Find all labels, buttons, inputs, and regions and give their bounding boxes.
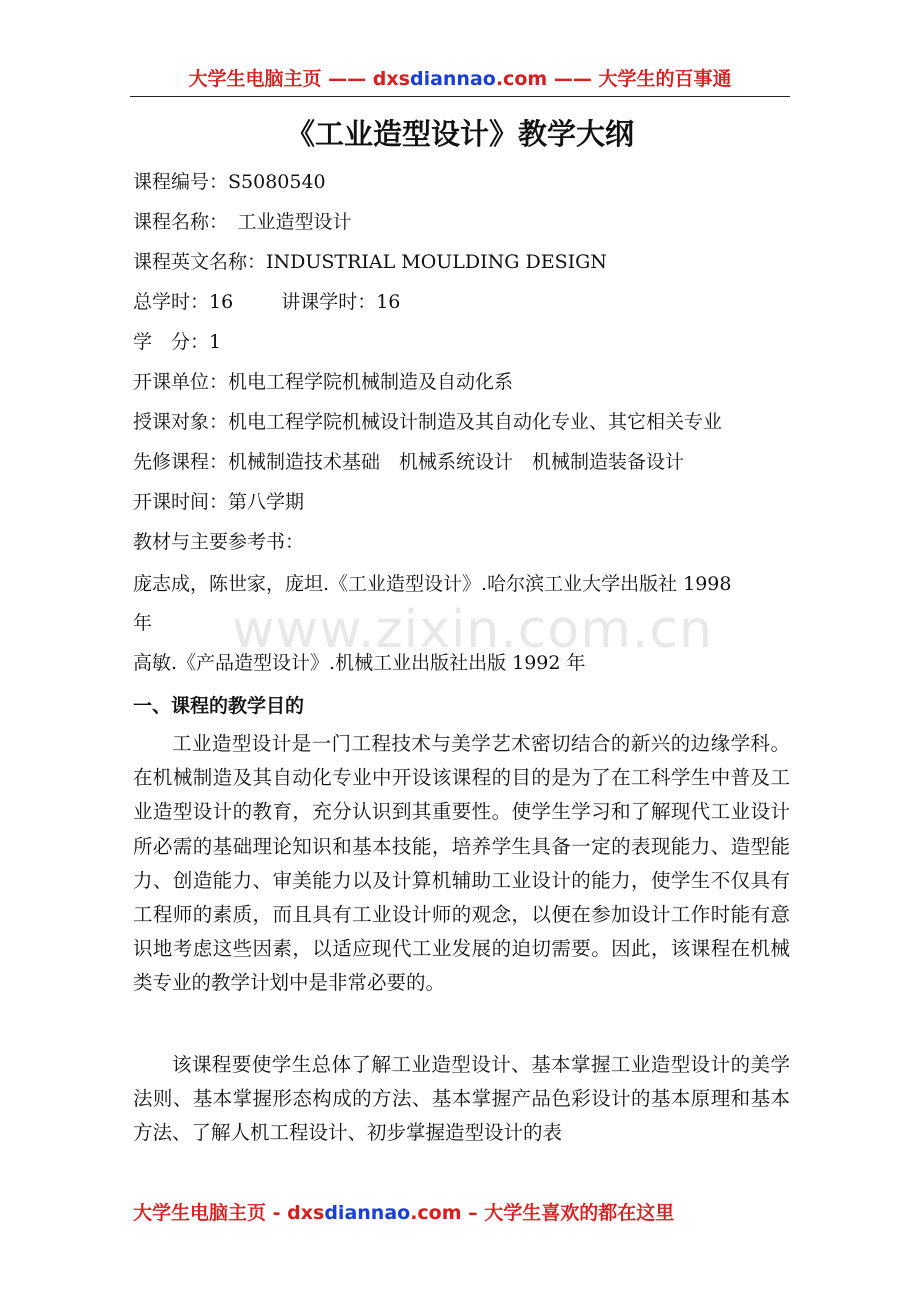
course-name: 课程名称： 工业造型设计	[133, 211, 352, 233]
document-title: 《工业造型设计》教学大纲	[285, 117, 634, 151]
reference-book-1: 庞志成，陈世家，庞坦.《工业造型设计》.哈尔滨工业大学出版社 1998	[133, 573, 732, 595]
footer-dash: –	[468, 1202, 478, 1224]
hours-line	[133, 289, 400, 315]
paragraph: 该课程要使学生总体了解工业造型设计、基本掌握工业造型设计的美学法则、基本掌握形态构成的方法、基本掌握产品色彩设计的基本原理和基本方法、了解人机工程设计、初步掌握造型设计的表	[133, 1053, 790, 1145]
course-number: 课程编号：S5080540	[133, 171, 326, 193]
page-footer	[133, 1198, 674, 1225]
footer-site-url[interactable]: dxsdiannao.com	[287, 1202, 462, 1224]
header-dash: ——	[328, 68, 367, 90]
header-slogan: 大学生的百事通	[598, 68, 732, 90]
course-english-name: 课程英文名称：INDUSTRIAL MOULDING DESIGN	[133, 251, 607, 273]
books-label: 教材与主要参考书：	[133, 531, 305, 553]
footer-site-name: 大学生电脑主页	[133, 1202, 267, 1224]
footer-dash: -	[272, 1202, 281, 1224]
semester: 开课时间：第八学期	[133, 491, 305, 513]
watermark: www.zixin.com.cn	[232, 600, 713, 660]
prerequisites: 先修课程：机械制造技术基础 机械系统设计 机械制造装备设计	[133, 451, 685, 473]
credits: 学 分：1	[133, 331, 222, 353]
header-dash: ——	[553, 68, 592, 90]
audience: 授课对象：机电工程学院机械设计制造及其自动化专业、其它相关专业	[133, 411, 723, 433]
total-hours: 总学时：16	[133, 291, 234, 313]
header-site-name: 大学生电脑主页	[188, 68, 322, 90]
paragraph: 工业造型设计是一门工程技术与美学艺术密切结合的新兴的边缘学科。在机械制造及其自动化专业中开设该课程的目的是为了在工科学生中普及工业造型设计的教育，充分认识到其重要性。使学生学习和了解现代工业设计所必需的基础理论知识和基本技能，培养学生具备一定的表现能力、造型能力、创造能力、审美能力以及计算机辅助工业设计的能力，使学生不仅具有工程师的素质，而且具有工业设计师的观念，以便在参加设计工作时能有意识地考虑这些因素，以适应现代工业发展的迫切需要。因此，该课程在机械类专业的教学计划中是非常必要的。	[133, 732, 790, 995]
header-site-url[interactable]: dxsdiannao.com	[372, 68, 548, 90]
section-heading: 一、课程的教学目的	[133, 695, 305, 717]
department: 开课单位：机电工程学院机械制造及自动化系	[133, 371, 514, 393]
page-header	[130, 64, 790, 91]
footer-slogan: 大学生喜欢的都在这里	[484, 1202, 675, 1224]
lecture-hours: 讲课学时：16	[281, 291, 401, 313]
header-divider	[130, 96, 790, 97]
reference-book-1-cont: 年	[133, 612, 153, 634]
reference-book-2: 高敏.《产品造型设计》.机械工业出版社出版 1992 年	[133, 652, 586, 674]
